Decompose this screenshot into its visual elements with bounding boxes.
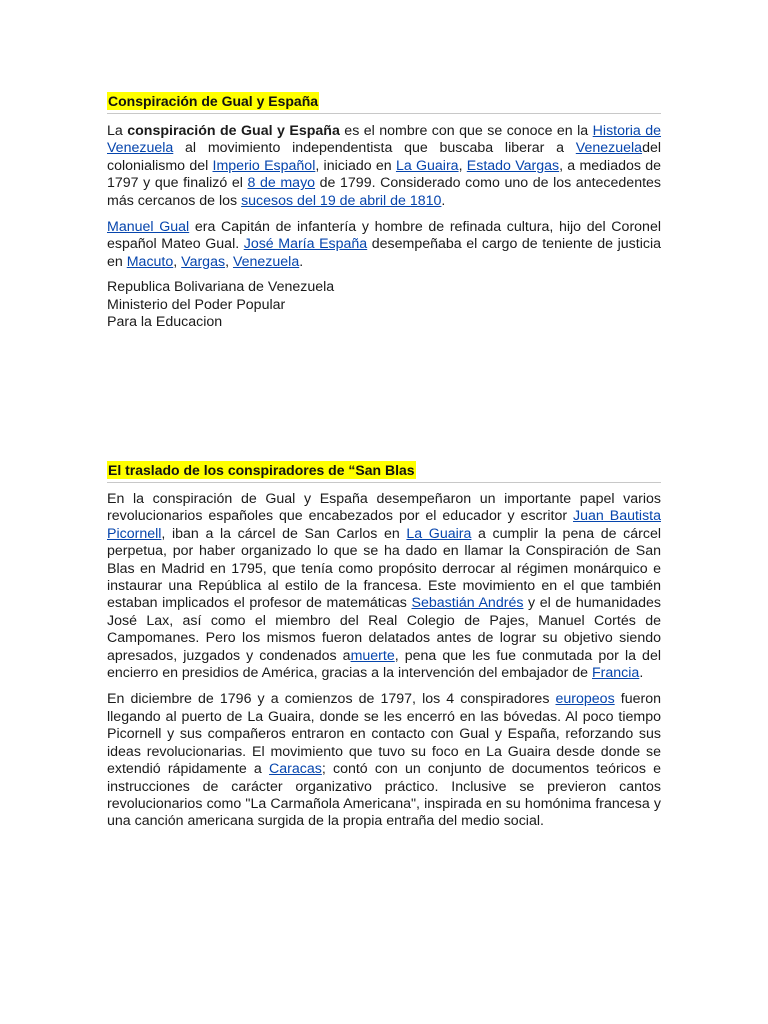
link-imperio-espanol[interactable]: Imperio Español <box>212 157 316 174</box>
link-jose-maria-espana[interactable]: José María España <box>243 236 368 253</box>
paragraph-manuel-gual <box>107 219 661 271</box>
text: , <box>225 253 233 270</box>
heading-row <box>107 92 661 114</box>
text: a cumplir la pena de cárcel perpetua, por haber organizado lo que se ha dado en llamar la Conspiración de San Blas en Madrid en 1795, que tenía como propósito derrocar al régimen monárquico e instaurar una República al estilo de la francesa. Este movimiento en el que también estaban implicados el profesor de matemáticas <box>107 525 661 612</box>
ministry-line-2: Ministerio del Poder Popular <box>107 296 286 313</box>
heading-row <box>107 461 661 483</box>
link-caracas[interactable]: Caracas <box>269 761 322 778</box>
link-muerte[interactable]: muerte <box>350 647 395 664</box>
text: del colonialismo del <box>107 140 661 174</box>
text: En la conspiración de Gual y España desempeñaron un importante papel varios revolucionarios españoles que encabezados por el educador y escritor <box>107 491 661 525</box>
text: , <box>458 157 467 174</box>
link-francia[interactable]: Francia <box>592 665 640 682</box>
link-juan-bautista-picornell[interactable]: Juan Bautista Picornell <box>107 508 661 542</box>
link-sebastian-andres[interactable]: Sebastián Andrés <box>411 595 524 612</box>
text: , iban a la cárcel de San Carlos en <box>161 525 407 542</box>
link-vargas[interactable]: Vargas <box>181 253 226 270</box>
ministry-line-3: Para la Educacion <box>107 314 223 331</box>
paragraph-conspiradores <box>107 491 661 682</box>
link-sucesos-19-abril[interactable]: sucesos del 19 de abril de 1810 <box>241 192 442 209</box>
link-macuto[interactable]: Macuto <box>126 253 174 270</box>
text: al movimiento independentista que buscaba liberar a <box>173 140 576 157</box>
section-san-blas <box>107 461 661 831</box>
text: desempeñaba el cargo de teniente de justicia en <box>107 236 661 270</box>
section-title: El traslado de los conspiradores de “San Blas <box>108 462 415 478</box>
text: ; contó con un conjunto de documentos teóricos e instrucciones de carácter organizativo práctico. Inclusive se previeron cantos revolucionarios como "La Carmañola Americana", inspirada en su homónima francesa y una canción americana surgida de la propia entraña del medio social. <box>107 761 661 830</box>
text: era Capitán de infantería y hombre de refinada cultura, hijo del Coronel español Mateo Gual. <box>107 219 661 253</box>
link-8-de-mayo[interactable]: 8 de mayo <box>247 175 316 192</box>
link-la-guaira[interactable]: La Guaira <box>395 157 459 174</box>
ministry-line-1: Republica Bolivariana de Venezuela <box>107 279 335 296</box>
text: . <box>639 665 644 682</box>
text: es el nombre con que se conoce en la <box>339 123 593 139</box>
section-gual-espana <box>107 92 661 331</box>
link-estado-vargas[interactable]: Estado Vargas <box>466 157 560 174</box>
link-manuel-gual[interactable]: Manuel Gual <box>107 219 190 236</box>
section-title: Conspiración de Gual y España <box>108 93 319 109</box>
text: y el de humanidades José Lax, así como el miembro del Real Colegio de Pajes, Manuel Cortés de Campomanes. Pero los mismos fueron delatados antes de lograr su objetivo siendo apresados, juzgados y condenados a <box>107 595 662 664</box>
text: , iniciado en <box>315 157 396 174</box>
link-venezuela-2[interactable]: Venezuela <box>232 253 300 270</box>
text: , a mediados de 1797 y que finalizó el <box>107 157 661 192</box>
text: En diciembre de 1796 y a comienzos de 1797, los 4 conspiradores <box>107 691 556 708</box>
link-europeos[interactable]: europeos <box>555 691 615 708</box>
link-la-guaira[interactable]: La Guaira <box>406 525 472 542</box>
text: . <box>441 192 446 209</box>
link-historia-venezuela[interactable]: Historia de Venezuela <box>107 123 662 157</box>
paragraph-intro <box>107 123 661 210</box>
text: fueron llegando al puerto de La Guaira, donde se les encerró en las bóvedas. Al poco tiempo Picornell y sus compañeros entraron en contacto con Gual y España, reforzando sus ideas revolucionarias. El movimiento que tuvo su foco en La Guaira desde donde se extendió rápidamente a <box>107 691 661 778</box>
paragraph-diciembre-1796 <box>107 691 661 830</box>
bold-term: conspiración de Gual y España <box>127 123 340 139</box>
text: , <box>173 253 182 270</box>
link-venezuela[interactable]: Venezuela <box>575 140 643 157</box>
text: . <box>299 253 304 270</box>
text: La <box>107 123 128 139</box>
text: de 1799. Considerado como uno de los antecedentes más cercanos de los <box>107 175 662 209</box>
text: , pena que les fue conmutada por la del encierro en presidios de América, gracias a la intervención del embajador de <box>107 647 661 682</box>
paragraph-ministry <box>107 279 661 331</box>
